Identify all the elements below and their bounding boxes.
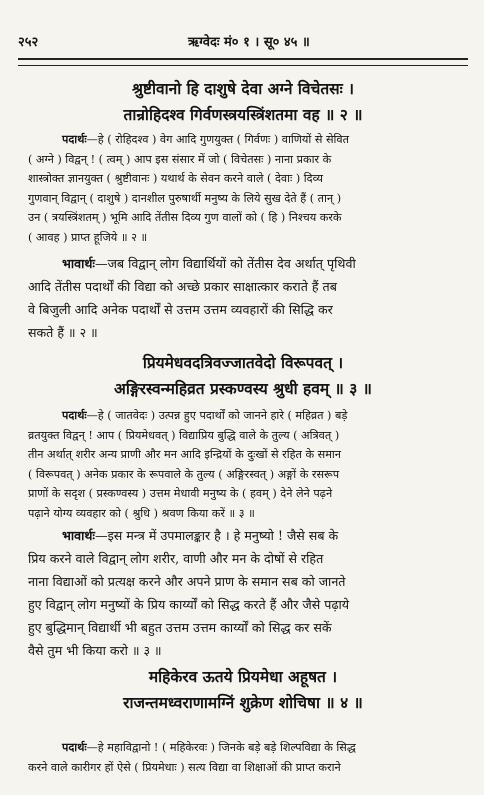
mantra-line: प्रियमेधवदत्रिवज्जातवेदो विरूपवत् । (142, 353, 344, 372)
padartha-label: पदार्थः (62, 408, 87, 422)
padartha-label: पदार्थः (62, 132, 87, 146)
mantra-line: राजन्तमध्वराणामग्निं शुक्रेण शोचिषा ॥ ४ ॥ (123, 693, 363, 712)
bhavartha-3 (28, 524, 462, 662)
padartha-text: गुणवान् विद्वान् ( दाशुषे ) दानशील पुरुषार्थी मनुष्य के लिये सुख देते हैं ( तान् ) (28, 191, 342, 205)
running-head: ऋग्वेदः मं० १ । सू० ४५ ॥ (188, 35, 310, 50)
padartha-text: तीन अर्थात् शरीर अन्य प्राणी और मन आदि इन्द्रियों के दुःखों से रहित के समान (28, 448, 341, 461)
padartha-text: —हे महाविद्वानो ! ( महिकेरवः ) जिनके बड़े बड़े शिल्पविद्या के सिद्ध (86, 741, 356, 754)
bhavartha-text: वे बिजुली आदि अनेक पदार्थों से उत्तम उत्तम व्यवहारों की सिद्धि कर (28, 302, 333, 317)
bhavartha-label: भावार्थः (62, 256, 95, 271)
mantra-4 (18, 664, 468, 716)
padartha-text: प्राणों के सदृश ( प्रस्कण्वस्य ) उत्तम मेधावी मनुष्य के ( हवम् ) देने लेने पढ़ने (28, 487, 333, 500)
bhavartha-text: आदि तेंतीस पदार्थों की विद्या को अच्छे प्रकार साक्षात्कार कराते हैं तब (28, 279, 337, 294)
mantra-line: श्रुष्टीवानो हि दाशुषे देवा अग्ने विचेतसः । (131, 79, 355, 98)
mantra-line: तान्रोहिदश्व गिर्वणस्त्रयस्त्रिंशतमा वह ॥ २ ॥ (123, 105, 363, 124)
mantra-2 (18, 76, 468, 128)
bhavartha-text: नाना विद्याओं को प्रत्यक्ष करने और अपने प्राण के समान सब को जानते (28, 574, 346, 589)
bhavartha-text: सकते हैं ॥ २ ॥ (28, 325, 98, 340)
padartha-text: ( आवह ) प्राप्त हूजिये ॥ २ ॥ (28, 230, 148, 244)
mantra-3 (18, 350, 468, 402)
padartha-text: शास्त्रोक्त ज्ञानयुक्त ( श्रुष्टीवानः ) यथार्थ के सेवन करने वाले ( देवाः ) दिव्य (28, 172, 323, 185)
bhavartha-text: —जब विद्वान् लोग विद्यार्थियों को तेंतीस देव अर्थात् पृथिवी (94, 256, 356, 271)
bhavartha-text: हुए बुद्धिमान् विद्यार्थी भी बहुत उत्तम उत्तम कार्य्यों को सिद्ध कर सकें (28, 620, 332, 635)
padartha-4 (28, 738, 462, 777)
bhavartha-text: हुए विद्वान् लोग मनुष्यों के प्रिय कार्य्यों को सिद्ध करते हैं और जैसे पढ़ाये (28, 597, 350, 612)
padartha-text: पढ़ाने योग्य व्यवहार को ( श्रुधि ) श्रवण किया करें ॥ ३ ॥ (28, 506, 255, 520)
padartha-text: ( विरूपवत् ) अनेक प्रकार के रूपवाले के तुल्य ( अङ्गिरस्वत् ) अङ्गों के रसरूप (28, 467, 340, 481)
padartha-text: उन ( त्रयस्त्रिंशतम् ) भूमि आदि तेंतीस दिव्य गुण वालों को ( हि ) निश्चय करके (28, 211, 342, 224)
padartha-text: करने वाले कारीगर हों ऐसे ( प्रियमेधाः ) सत्य विद्या वा शिक्षाओं की प्राप्त कराने (28, 760, 341, 774)
padartha-text: व्रतयुक्त विद्वन् ! आप ( प्रियमेधवत् ) विद्याप्रिय बुद्धि वाले के तुल्य ( अत्रिवत् ) (28, 428, 340, 442)
padartha-label: पदार्थः (62, 740, 87, 754)
bhavartha-label: भावार्थः (62, 528, 95, 543)
mantra-line: महिकेरव ऊतये प्रियमेधा अहूषत । (148, 667, 338, 686)
bhavartha-2 (28, 252, 462, 344)
padartha-3 (28, 406, 462, 523)
bhavartha-text: प्रिय करने वाले विद्वान् लोग शरीर, वाणी और मन के दोषों से रहित (28, 551, 324, 566)
mantra-line: अङ्गिरस्वन्महिव्रत प्रस्कण्वस्य श्रुधी हवम् ॥ ३ ॥ (114, 379, 372, 398)
padartha-text: —हे ( जातवेदः ) उत्पन्न हुए पदार्थों को जानने हारे ( महिव्रत ) बड़े (86, 409, 348, 422)
header-rule (18, 58, 468, 66)
bhavartha-text: वैसे तुम भी किया करो ॥ ३ ॥ (28, 643, 162, 658)
padartha-2 (28, 130, 462, 247)
bhavartha-text: —इस मन्त्र में उपमालङ्कार है । हे मनुष्यो ! जैसे सब के (94, 528, 339, 543)
padartha-text: —हे ( रोहिदश्व ) वेग आदि गुणयुक्त ( गिर्वणः ) वाणियों से सेवित (86, 133, 350, 146)
padartha-text: ( अग्ने ) विद्वन् ! ( त्वम् ) आप इस संसार में जो ( विचेतसः ) नाना प्रकार के (28, 152, 332, 166)
page-header (18, 32, 470, 54)
page-number: २५२ (18, 35, 39, 50)
